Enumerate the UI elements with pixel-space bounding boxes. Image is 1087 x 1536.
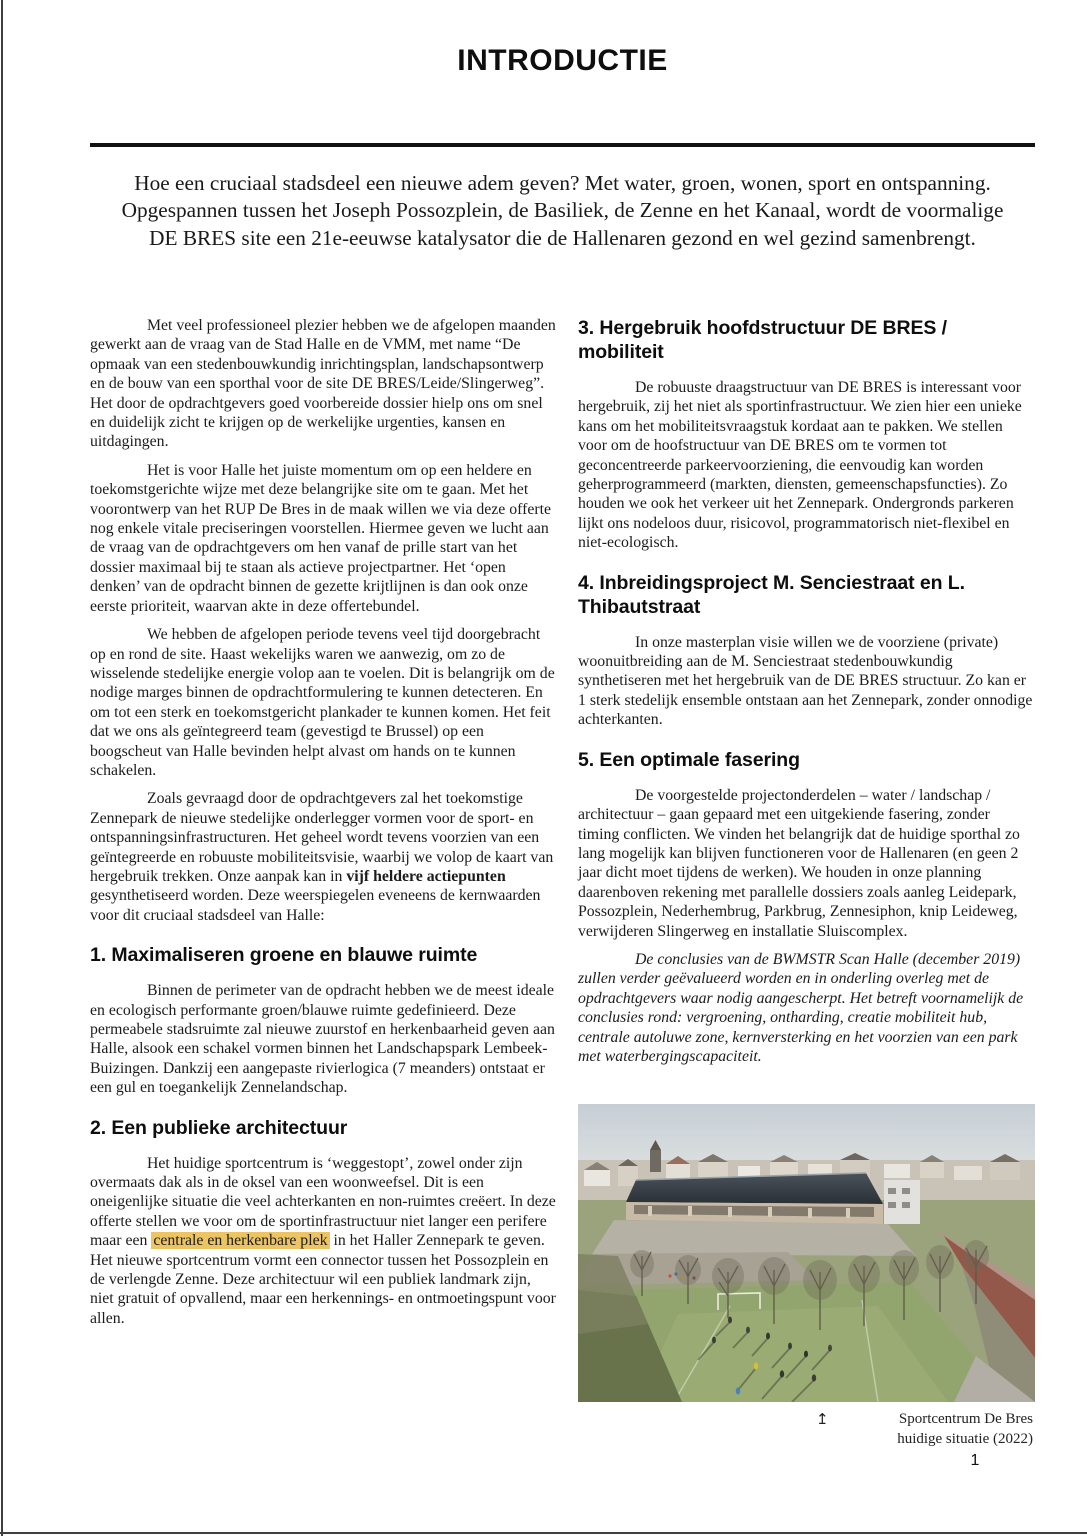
- section-heading-2: 2. Een publieke architectuur: [90, 1116, 348, 1139]
- page-number: 1: [970, 1452, 980, 1469]
- paragraph: Het is voor Halle het juiste momentum om op een heldere en toekomstgerichte wijze met deze belangrijke site om te gaan. Met het voorontwerp van het RUP De Bres in de maak willen we via deze offerte nog enkele vitale preciseringen voorstellen. Hiermee geven we lucht aan de vraag van de opdrachtgevers om hen vanaf de prille start van het dossier maximaal bij te staan als actieve projectpartner. Het ‘open denken’ van de opdracht binnen de gezette krijtlijnen is dan ook onze eerste prioriteit, waarvan akte in deze offertebundel.: [90, 461, 552, 615]
- paragraph: [90, 1154, 556, 1329]
- section-heading-4: 4. Inbreidingsproject M. Senciestraat en L. Thibautstraat: [578, 571, 965, 618]
- page-left-border: [1, 0, 3, 1536]
- title-divider-rule: [90, 143, 1035, 147]
- page-title: INTRODUCTIE: [457, 44, 668, 77]
- paragraph-text: Het huidige sportcentrum is ‘weggestopt’, zowel onder zijn overmaats dak als in de oksel van een woonweefsel. Dit is een oneigenlijke situatie die veel achterkanten en non-ruimtes creëert. In deze offerte stellen we voor om de sportinfrastructuur niet langer een perifere maar een: [90, 1154, 556, 1250]
- aerial-photo-illustration: [578, 1104, 1035, 1402]
- bold-phrase: vijf heldere actiepunten: [346, 867, 506, 885]
- intro-lead-paragraph: [91, 170, 1034, 252]
- paragraph: We hebben de afgelopen periode tevens veel tijd doorgebracht op en rond de site. Haast wekelijks waren we aanwezig, om zo de wisselende stedelijke energie volop aan te voelen. Dit is belangrijk om de nodige marges binnen de opdrachtformulering te kunnen detecteren. En om tot een sterk en toekomstgericht plankader te kunnen komen. Het feit dat we ons als geïntegreerd team (gevestigd te Brussel) op een boogscheut van Halle bevinden helpt alvast om hands on te kunnen schakelen.: [90, 626, 555, 779]
- paragraph: Met veel professioneel plezier hebben we de afgelopen maanden gewerkt aan de vraag van de Stad Halle en de VMM, met name “De opmaak van een stedenbouwkundig inrichtingsplan, landschapsontwerp en de bouw van een sporthal voor de site DE BRES/Leide/Slingerweg”. Het door de opdrachtgevers goed voorbereide dossier hielp ons om snel en duidelijk zicht te krijgen op de werkelijke urgenties, kansen en uitdagingen.: [90, 317, 556, 451]
- paragraph: In onze masterplan visie willen we de voorziene (private) woonuitbreiding aan de M. Senciestraat stedenbouwkundig synthetiseren met het hergebruik van de DE BRES structuur. Zo kan er 1 sterk stedelijk ensemble ontstaan aan het Zennepark, zonder onnodige achterkanten.: [578, 633, 1033, 729]
- paragraph-text: in het Haller Zennepark te geven. Het nieuwe sportcentrum vormt een connector tussen het Possozplein en de verlengde Zenne. Deze architectuur wil een publiek landmark zijn, niet gratuit of opvallend, maar een herkennings- en ontmoetingspunt voor allen.: [90, 1232, 556, 1327]
- left-column: [90, 316, 556, 1337]
- page-bottom-border: [0, 1532, 1087, 1534]
- section-heading-3: 3. Hergebruik hoofdstructuur DE BRES / mobiliteit: [578, 317, 947, 363]
- photo-caption: [578, 1410, 1035, 1452]
- section-heading-5: 5. Een optimale fasering: [578, 748, 800, 771]
- up-arrow-icon: ↥: [816, 1410, 829, 1429]
- paragraph: Binnen de perimeter van de opdracht hebben we de meest ideale en ecologisch performante groen/blauwe ruimte gedefinieerd. Deze permeabele stadsruimte zal nieuwe zuurstof en herkenbaarheid geven aan Halle, alsook een schakel vormen binnen het Landschapspark Lembeek-Buizingen. Dankzij een aangepaste rivierlogica (7 meanders) ontstaat er een gul en toegankelijk Zennelandschap.: [90, 982, 555, 1097]
- highlighted-phrase: centrale en herkenbare plek: [153, 1232, 328, 1250]
- paragraph: De voorgestelde projectonderdelen – water / landschap / architectuur – gaan gepaard met een uitgekiende fasering, zonder timing conflicten. We vinden het belangrijk dat de huidige sporthal zo lang mogelijk kan blijven functioneren voor de Hallenaren (en geen 2 jaar dicht moet tijdens de werken). We houden in onze planning daarenboven rekening met parallelle dossiers zoals aanleg Leidepark, Possozplein, Nederhembrug, Parkbrug, Zennesiphon, knip Leideweg, verwijderen Slingerweg en installatie Sluiscomplex.: [578, 786, 1020, 940]
- caption-line-1: Sportcentrum De Bres: [898, 1411, 1033, 1428]
- aerial-photo-sportcentrum: [578, 1104, 1035, 1402]
- paragraph: De robuuste draagstructuur van DE BRES is interessant voor hergebruik, zij het niet als sportinfrastructuur. We zien hier een unieke kans om het mobiliteitsvraagstuk kordaat aan te pakken. We stellen voor om de hoofstructuur van DE BRES om te vormen tot geconcentreerde parkeervoorziening, die eenvoudig kan worden geherprogrammeerd (markten, diensten, gemeenschapsfuncties). Zo houden we ook het verkeer uit het Zennepark. Ondergronds parkeren lijkt ons nodeloos duur, risicovol, programmatorisch niet-flexibel en niet-ecologisch.: [578, 379, 1022, 552]
- paragraph-text: gesynthetiseerd worden. Deze weerspiegelen eveneens de kernwaarden voor dit cruciaal stadsdeel van Halle:: [90, 887, 541, 924]
- caption-line-2: huidige situatie (2022): [897, 1430, 1033, 1447]
- italic-conclusions-note: De conclusies van de BWMSTR Scan Halle (december 2019) zullen verder geëvalueerd worden en in onderling overleg met de opdrachtgevers waar nodig aangescherpt. Het betreft voornamelijk de conclusies rond: vergroening, ontharding, creatie mobiliteit hub, centrale autoluwe zone, kernversterking en het voorzien van een park met waterbergingscapaciteit.: [578, 950, 1024, 1065]
- right-column: [578, 316, 1035, 1452]
- intro-text: Hoe een cruciaal stadsdeel een nieuwe adem geven? Met water, groen, wonen, sport en ontspanning. Opgespannen tussen het Joseph Possozplein, de Basiliek, de Zenne en het Kanaal, wordt de voormalige DE BRES site een 21e-eeuwse katalysator die de Hallenaren gezond en wel gezind samenbrengt.: [121, 171, 1004, 250]
- paragraph: [90, 789, 556, 925]
- section-heading-1: 1. Maximaliseren groene en blauwe ruimte: [90, 944, 478, 967]
- paragraph-text: Zoals gevraagd door de opdrachtgevers zal het toekomstige Zennepark de nieuwe stedelijke onderlegger vormen voor de sport- en ontspanningsinfrastructuren. Het geheel wordt tevens voorzien van een geïntegreerde en robuuste mobiliteitsvisie, waarbij we volop de kaart van hergebruik trekken. Onze aanpak kan in: [90, 790, 554, 885]
- photo-caption-text: [897, 1410, 1033, 1449]
